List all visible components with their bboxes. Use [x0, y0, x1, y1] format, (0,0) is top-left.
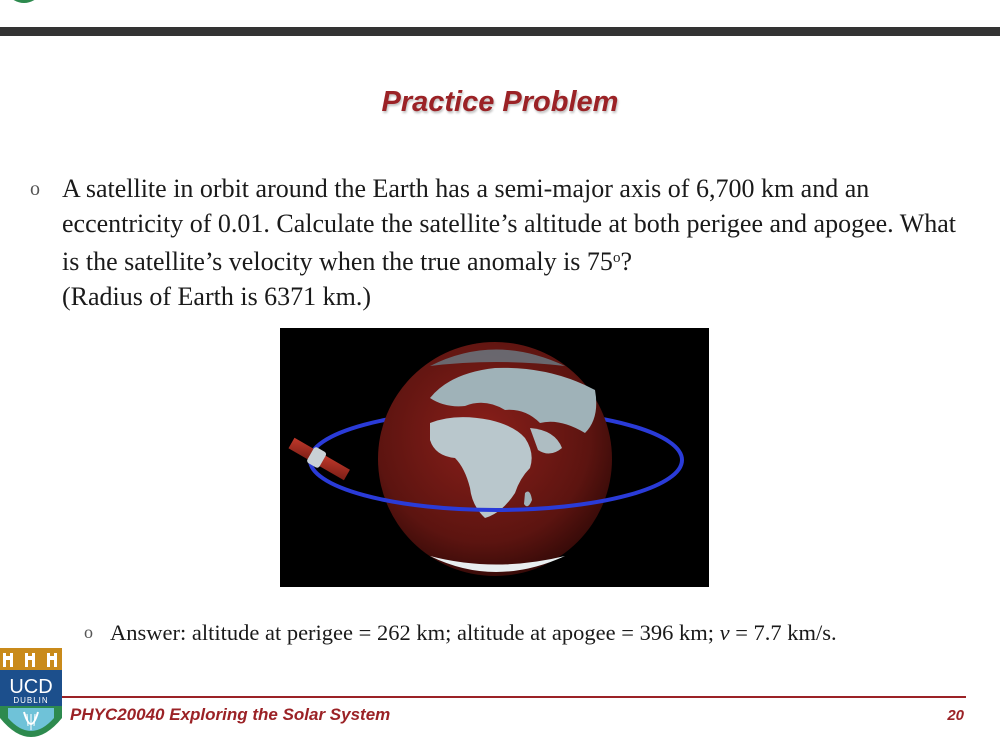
answer-suffix: = 7.7 km/s. — [729, 620, 837, 645]
bullet-marker: o — [30, 178, 40, 200]
top-crest-icon — [2, 0, 46, 8]
earth-orbit-image — [280, 328, 709, 587]
answer-variable: v — [719, 620, 730, 645]
footer-course-title: PHYC20040 Exploring the Solar System — [70, 705, 391, 724]
footer-divider — [62, 696, 966, 698]
question-note: (Radius of Earth is 6371 km.) — [62, 281, 372, 311]
logo-text-main: UCD — [9, 676, 53, 698]
question-end: ? — [620, 247, 632, 276]
logo-text-sub: DUBLIN — [13, 696, 49, 705]
top-bar — [0, 27, 1000, 36]
slide-title: Practice Problem — [381, 86, 619, 118]
answer-prefix: Answer: altitude at perigee = 262 km; altitude at apogee = 396 km; — [110, 620, 720, 645]
answer-bullet — [84, 620, 984, 646]
question-main: A satellite in orbit around the Earth has a semi-major axis of 6,700 km and an eccentricity of 0.01. Calculate the satellite’s altitude at both perigee and apogee. What is the satellite’s velocity when the true anomaly is 75 — [62, 174, 957, 276]
question-bullet — [30, 172, 960, 314]
degree-symbol: o — [612, 250, 621, 266]
ucd-logo — [0, 648, 62, 748]
answer-bullet-marker: o — [84, 622, 93, 642]
answer-text — [110, 620, 984, 646]
page-number: 20 — [947, 707, 964, 724]
question-text — [62, 172, 960, 314]
